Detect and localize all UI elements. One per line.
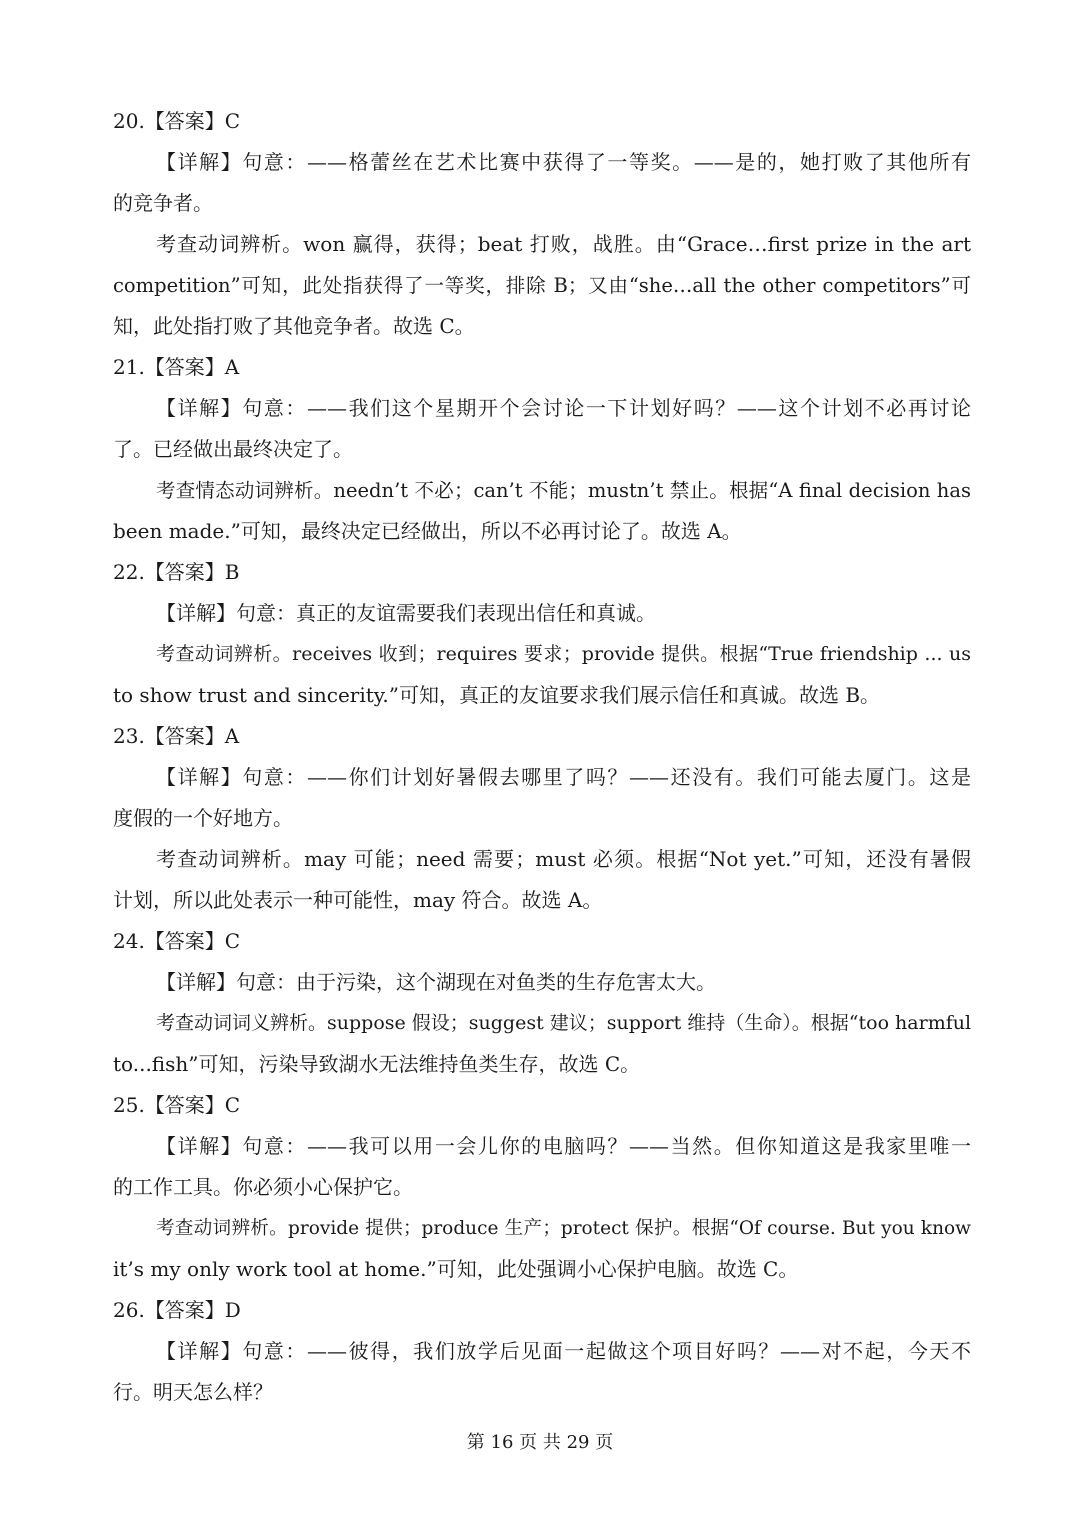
continuation-line: been made.”可知，最终决定已经做出，所以不必再讨论了。故选 A。 <box>113 519 742 543</box>
explanation-line: 考查动词词义辨析。suppose 假设；suggest 建议；support 维持（生命）。根据“too harmful <box>156 1012 972 1034</box>
explanation-line: 【详解】句意：——格蕾丝在艺术比赛中获得了一等奖。——是的，她打败了其他所有 <box>156 150 971 174</box>
explanation-line: 考查动词辨析。receives 收到；requires 要求；provide 提供。根据“True friendship ... us <box>156 643 971 665</box>
continuation-line: 度假的一个好地方。 <box>113 806 293 830</box>
continuation-line: 了。已经做出最终决定了。 <box>113 437 353 461</box>
answer-line: 20.【答案】C <box>113 109 241 133</box>
page-footer: 第 16 页 共 29 页 <box>466 1432 614 1453</box>
explanation-line: 考查情态动词辨析。needn’t 不必；can’t 不能；mustn’t 禁止。根据“A final decision has <box>156 479 971 502</box>
explanation-line: 考查动词辨析。may 可能；need 需要；must 必须。根据“Not yet.”可知，还没有暑假 <box>156 847 971 871</box>
continuation-line: 行。明天怎么样？ <box>113 1380 273 1404</box>
explanation-line: 【详解】句意：由于污染，这个湖现在对鱼类的生存危害太大。 <box>156 970 716 994</box>
answer-line: 21.【答案】A <box>113 355 240 379</box>
explanation-line: 【详解】句意：——我们这个星期开个会讨论一下计划好吗？——这个计划不必再讨论 <box>156 396 971 420</box>
continuation-line: 的竞争者。 <box>113 191 213 215</box>
explanation-line: 【详解】句意：——彼得，我们放学后见面一起做这个项目好吗？——对不起，今天不 <box>156 1339 971 1363</box>
continuation-line: competition”可知，此处指获得了一等奖，排除 B；又由“she…all the other competitors”可 <box>113 274 971 297</box>
answer-line: 22.【答案】B <box>113 560 240 584</box>
explanation-line: 【详解】句意：——我可以用一会儿你的电脑吗？——当然。但你知道这是我家里唯一 <box>156 1134 971 1158</box>
continuation-line: to show trust and sincerity.”可知，真正的友谊要求我们展示信任和真诚。故选 B。 <box>113 683 881 707</box>
explanation-line: 【详解】句意：真正的友谊需要我们表现出信任和真诚。 <box>156 601 656 625</box>
answer-line: 26.【答案】D <box>113 1298 241 1322</box>
continuation-line: 计划，所以此处表示一种可能性，may 符合。故选 A。 <box>113 888 603 912</box>
continuation-line: 的工作工具。你必须小心保护它。 <box>113 1175 413 1199</box>
continuation-line: it’s my only work tool at home.”可知，此处强调小心保护电脑。故选 C。 <box>113 1257 799 1281</box>
answer-line: 23.【答案】A <box>113 724 240 748</box>
document-body <box>113 101 971 1413</box>
explanation-line: 考查动词辨析。won 赢得，获得；beat 打败，战胜。由“Grace…first prize in the art <box>156 232 971 256</box>
answer-line: 24.【答案】C <box>113 929 241 953</box>
continuation-line: to...fish”可知，污染导致湖水无法维持鱼类生存，故选 C。 <box>113 1052 641 1076</box>
explanation-line: 【详解】句意：——你们计划好暑假去哪里了吗？——还没有。我们可能去厦门。这是 <box>156 765 971 789</box>
explanation-line: 考查动词辨析。provide 提供；produce 生产；protect 保护。根据“Of course. But you know <box>156 1218 971 1239</box>
answer-line: 25.【答案】C <box>113 1093 241 1117</box>
continuation-line: 知，此处指打败了其他竞争者。故选 C。 <box>113 314 475 338</box>
